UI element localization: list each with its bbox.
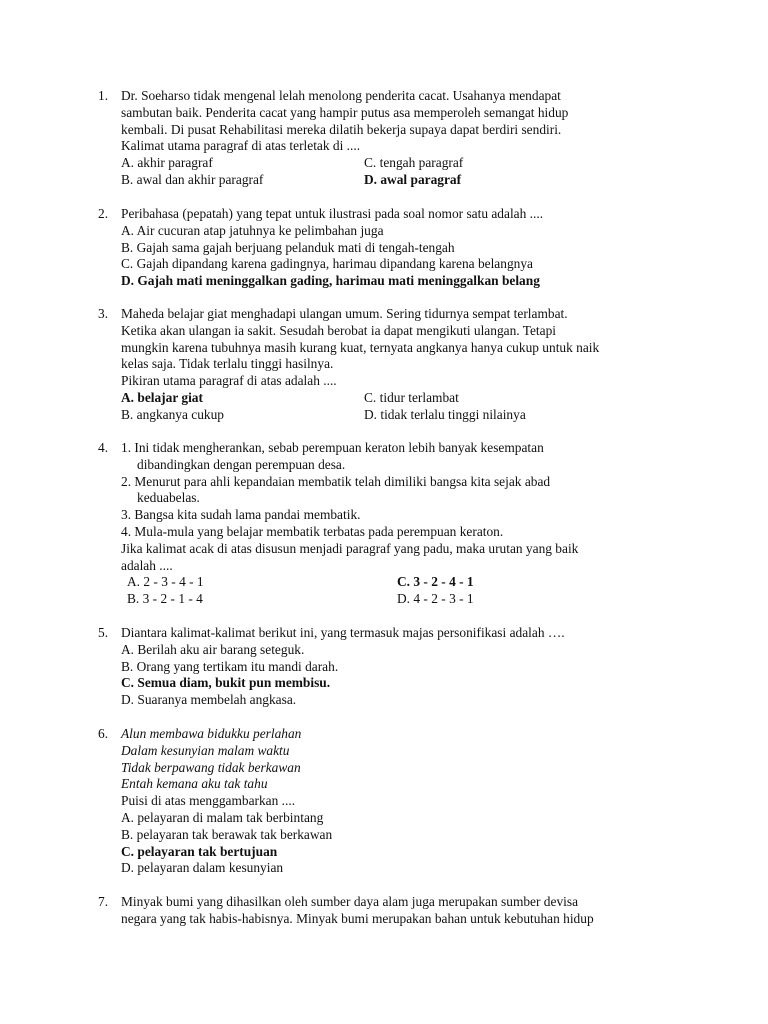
option-c-answer[interactable]: C. 3 - 2 - 4 - 1 bbox=[397, 574, 474, 590]
poem-line: Alun membawa bidukku perlahan bbox=[121, 726, 302, 741]
sentence-2-cont: keduabelas. bbox=[137, 490, 200, 506]
question-text: Maheda belajar giat menghadapi ulangan umum. Sering tidurnya sempat terlambat. bbox=[121, 306, 568, 321]
question-number: 3. bbox=[98, 306, 109, 321]
option-b[interactable]: B. Orang yang tertikam itu mandi darah. bbox=[121, 658, 339, 674]
question-number: 5. bbox=[98, 625, 109, 640]
option-d-answer[interactable]: D. awal paragraf bbox=[364, 171, 462, 187]
option-c-answer[interactable]: C. Semua diam, bukit pun membisu. bbox=[121, 675, 331, 691]
option-a-answer[interactable]: A. belajar giat bbox=[121, 389, 203, 405]
sentence-2: 2. Menurut para ahli kepandaian membatik telah dimiliki bangsa kita sejak abad bbox=[121, 473, 551, 489]
question-number: 1. bbox=[98, 88, 109, 103]
option-b[interactable]: B. awal dan akhir paragraf bbox=[121, 171, 264, 187]
question-prompt: Puisi di atas menggambarkan .... bbox=[121, 793, 296, 809]
question-4 bbox=[98, 440, 698, 608]
poem-line: Entah kemana aku tak tahu bbox=[121, 776, 268, 792]
sentence-4: 4. Mula-mula yang belajar membatik terbatas pada perempuan keraton. bbox=[121, 523, 504, 539]
option-b[interactable]: B. pelayaran tak berawak tak berkawan bbox=[121, 826, 333, 842]
option-b[interactable]: B. Gajah sama gajah berjuang pelanduk mati di tengah-tengah bbox=[121, 239, 455, 255]
poem-line: Tidak berpawang tidak berkawan bbox=[121, 759, 301, 775]
option-a[interactable]: A. akhir paragraf bbox=[121, 155, 213, 171]
question-text: sambutan baik. Penderita cacat yang hampir putus asa memperoleh semangat hidup bbox=[121, 104, 569, 120]
question-prompt-cont: adalah .... bbox=[121, 557, 173, 573]
question-5 bbox=[98, 625, 698, 709]
question-1 bbox=[98, 88, 698, 189]
question-number: 6. bbox=[98, 726, 109, 741]
option-d[interactable]: D. pelayaran dalam kesunyian bbox=[121, 860, 284, 876]
question-3 bbox=[98, 306, 698, 424]
option-a[interactable]: A. Berilah aku air barang seteguk. bbox=[121, 641, 305, 657]
option-c[interactable]: C. tidur terlambat bbox=[364, 389, 459, 405]
question-6 bbox=[98, 726, 698, 877]
question-7 bbox=[98, 894, 698, 928]
question-text: negara yang tak habis-habisnya. Minyak bumi merupakan bahan untuk kebutuhan hidup bbox=[121, 910, 594, 926]
option-c[interactable]: C. tengah paragraf bbox=[364, 155, 464, 171]
option-c-answer[interactable]: C. pelayaran tak bertujuan bbox=[121, 843, 278, 859]
option-b[interactable]: B. 3 - 2 - 1 - 4 bbox=[127, 591, 203, 607]
question-2 bbox=[98, 206, 698, 290]
question-number: 4. bbox=[98, 440, 109, 455]
option-d-answer[interactable]: D. Gajah mati meninggalkan gading, harimau mati meninggalkan belang bbox=[121, 273, 540, 289]
option-a[interactable]: A. pelayaran di malam tak berbintang bbox=[121, 809, 324, 825]
question-prompt: Pikiran utama paragraf di atas adalah .... bbox=[121, 373, 337, 389]
question-prompt: Peribahasa (pepatah) yang tepat untuk ilustrasi pada soal nomor satu adalah .... bbox=[121, 206, 544, 221]
question-prompt: Diantara kalimat-kalimat berikut ini, yang termasuk majas personifikasi adalah …. bbox=[121, 625, 565, 640]
question-text: kelas saja. Tidak terlalu tinggi hasilnya. bbox=[121, 356, 334, 372]
sentence-3: 3. Bangsa kita sudah lama pandai membatik. bbox=[121, 507, 361, 523]
question-prompt: Jika kalimat acak di atas disusun menjadi paragraf yang padu, maka urutan yang baik bbox=[121, 540, 579, 556]
option-c[interactable]: C. Gajah dipandang karena gadingnya, harimau dipandang karena belangnya bbox=[121, 256, 533, 272]
question-text: kembali. Di pusat Rehabilitasi mereka dilatih bekerja supaya dapat berdiri sendiri. bbox=[121, 121, 562, 137]
question-text: Dr. Soeharso tidak mengenal lelah menolong penderita cacat. Usahanya mendapat bbox=[121, 88, 561, 103]
option-a[interactable]: A. Air cucuran atap jatuhnya ke pelimbahan juga bbox=[121, 222, 384, 238]
question-text: mungkin karena tubuhnya masih kurang kuat, ternyata angkanya hanya cukup untuk naik bbox=[121, 339, 600, 355]
question-prompt: Kalimat utama paragraf di atas terletak di .... bbox=[121, 138, 361, 154]
sentence-1-cont: dibandingkan dengan perempuan desa. bbox=[137, 456, 346, 472]
option-d[interactable]: D. 4 - 2 - 3 - 1 bbox=[397, 591, 474, 607]
question-text: Ketika akan ulangan ia sakit. Sesudah berobat ia dapat mengikuti ulangan. Tetapi bbox=[121, 322, 556, 338]
option-a[interactable]: A. 2 - 3 - 4 - 1 bbox=[127, 574, 204, 590]
poem-line: Dalam kesunyian malam waktu bbox=[121, 742, 290, 758]
question-number: 7. bbox=[98, 894, 109, 909]
option-d[interactable]: D. tidak terlalu tinggi nilainya bbox=[364, 406, 526, 422]
sentence-1: 1. Ini tidak mengherankan, sebab perempuan keraton lebih banyak kesempatan bbox=[121, 440, 544, 455]
option-d[interactable]: D. Suaranya membelah angkasa. bbox=[121, 692, 297, 708]
option-b[interactable]: B. angkanya cukup bbox=[121, 406, 225, 422]
question-text: Minyak bumi yang dihasilkan oleh sumber daya alam juga merupakan sumber devisa bbox=[121, 894, 579, 909]
question-number: 2. bbox=[98, 206, 109, 221]
